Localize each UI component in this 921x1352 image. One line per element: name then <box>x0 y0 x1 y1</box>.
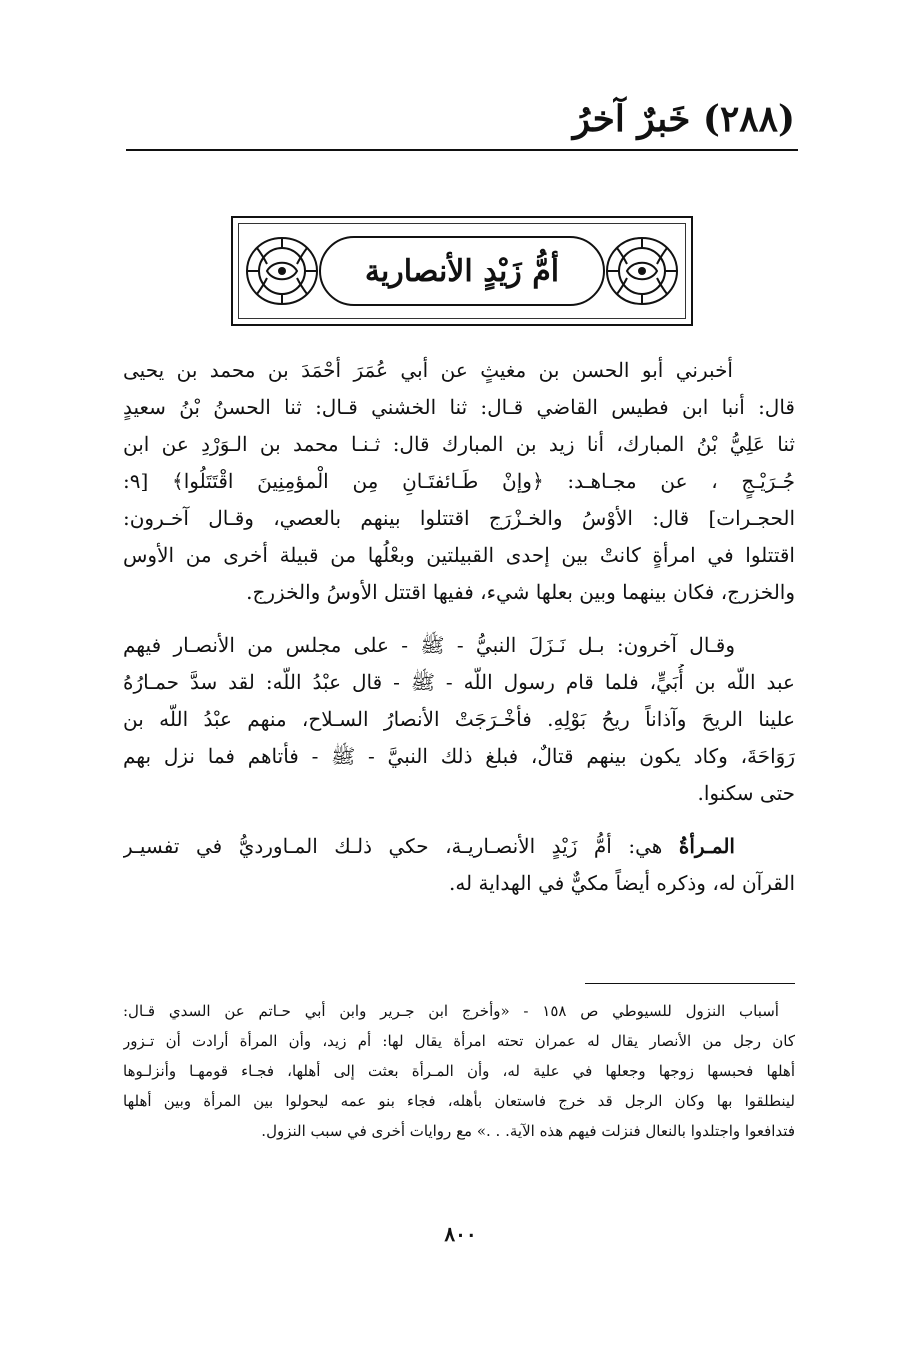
footnote-line: لينطلقوا بها وكان الرجل قد خرج فاستعان بأهله، فجاء بنو عمه ليحولوا بين المرأة وبين أهلها <box>123 1092 795 1110</box>
footnote-line: أسباب النزول للسيوطي ص ١٥٨ - «وأخرج ابن جـرير وابن أبي حـاتم عن السدي قـال: <box>123 1002 779 1020</box>
text-line: جُـرَيْـجٍ ، عن مجـاهـد: ﴿وإنْ طَـائفتَـانِ مِن الْمؤمِنِينَ اقْتَتَلُوا﴾ [٩: <box>123 469 795 493</box>
text-line: وقـال آخرون: بـل نَـزَلَ النبيُّ - ﷺ - على مجلس من الأنصـار فيهم <box>123 633 735 657</box>
text-line: رَوَاحَةَ، وكاد يكون بينهم قتالٌ، فبلغ ذلك النبيَّ - ﷺ - فأتاهم فما نزل بهم <box>123 744 795 768</box>
paragraph-isnad <box>123 352 795 611</box>
footnote <box>123 996 795 1146</box>
text-line: اقتتلوا في امرأةٍ كانتْ بين إحدى القبيلتين وبعْلُها من قبيلة أخرى من الأوس <box>123 543 795 567</box>
page-number: ٨٠٠ <box>444 1222 477 1246</box>
text-line: عبد اللّه بن أُبَيٍّ، فلما قام رسول اللّه - ﷺ - قال عبْدُ اللّه: لقد سدَّ حمـارُهُ <box>123 670 795 694</box>
text-line: علينا الريحَ وآذاناً ريحُ بَوْلِهِ. فأخْـرَجَتْ الأنصارُ السـلاح، منهم عبْدُ اللّه بن <box>123 707 795 731</box>
header-rule <box>126 149 798 151</box>
section-title: أمُّ زَيْدٍ الأنصارية <box>364 253 560 289</box>
line-rest: هي: أمُّ زَيْدٍ الأنصـاريـة، حكي ذلـك المـاورديُّ في تفسيـر <box>123 834 679 858</box>
paragraph-woman <box>123 828 795 902</box>
footnote-line: أهلها فحبسها زوجها وجعلها في علية له، وأن المـرأة بعثت إلى أهلها، فجـاء قومهـا وأنزلـوها <box>123 1062 795 1080</box>
chapter-heading: (٢٨٨) خَبرٌ آخرُ <box>572 98 795 140</box>
footnote-rule <box>585 983 795 984</box>
main-text <box>123 352 795 918</box>
text-line <box>123 828 795 865</box>
text-line: ثنا عَلِيُّ بْنُ المبارك، أنا زيد بن المبارك قال: ثـنـا محمد بن الـوَرْدِ عن ابن <box>123 432 795 456</box>
title-cartouche <box>319 236 605 306</box>
footnote-line: كان رجل من الأنصار يقال له عمران تحته امرأة يقال لها: أم زيد، وأن المرأة أرادت أن تـزور <box>123 1032 795 1050</box>
floral-ornament-icon <box>603 234 681 308</box>
text-line: قال: أنبا ابن فطيس القاضي قـال: ثنا الخشني قـال: ثنا الحسنُ بْنُ سعيدٍ <box>123 395 795 419</box>
text-line: حتى سكنوا. <box>697 781 795 805</box>
text-line: القرآن له، وذكره أيضاً مكيٌّ في الهداية له. <box>448 871 795 895</box>
title-frame <box>231 216 693 326</box>
bold-lead-word: المـرأةُ <box>678 834 735 858</box>
text-line: أخبرني أبو الحسن بن مغيثٍ عن أبي عُمَرَ أحْمَدَ بن محمد بن يحيى <box>123 358 733 382</box>
paragraph-narration <box>123 627 795 812</box>
text-line: الحجـرات] قال: الأوْسُ والخـزْرَج اقتتلوا بينهم بالعصي، وقـال آخـرون: <box>123 506 795 530</box>
footnote-line: فتدافعوا واجتلدوا بالنعال فنزلت فيهم هذه الآية. . .» مع روايات أخرى في سبب النزول. <box>261 1122 795 1140</box>
floral-ornament-icon <box>243 234 321 308</box>
text-line: والخزرج، فكان بينهما وبين بعلها شيء، ففيها اقتتل الأوسُ والخزرج. <box>246 580 795 604</box>
